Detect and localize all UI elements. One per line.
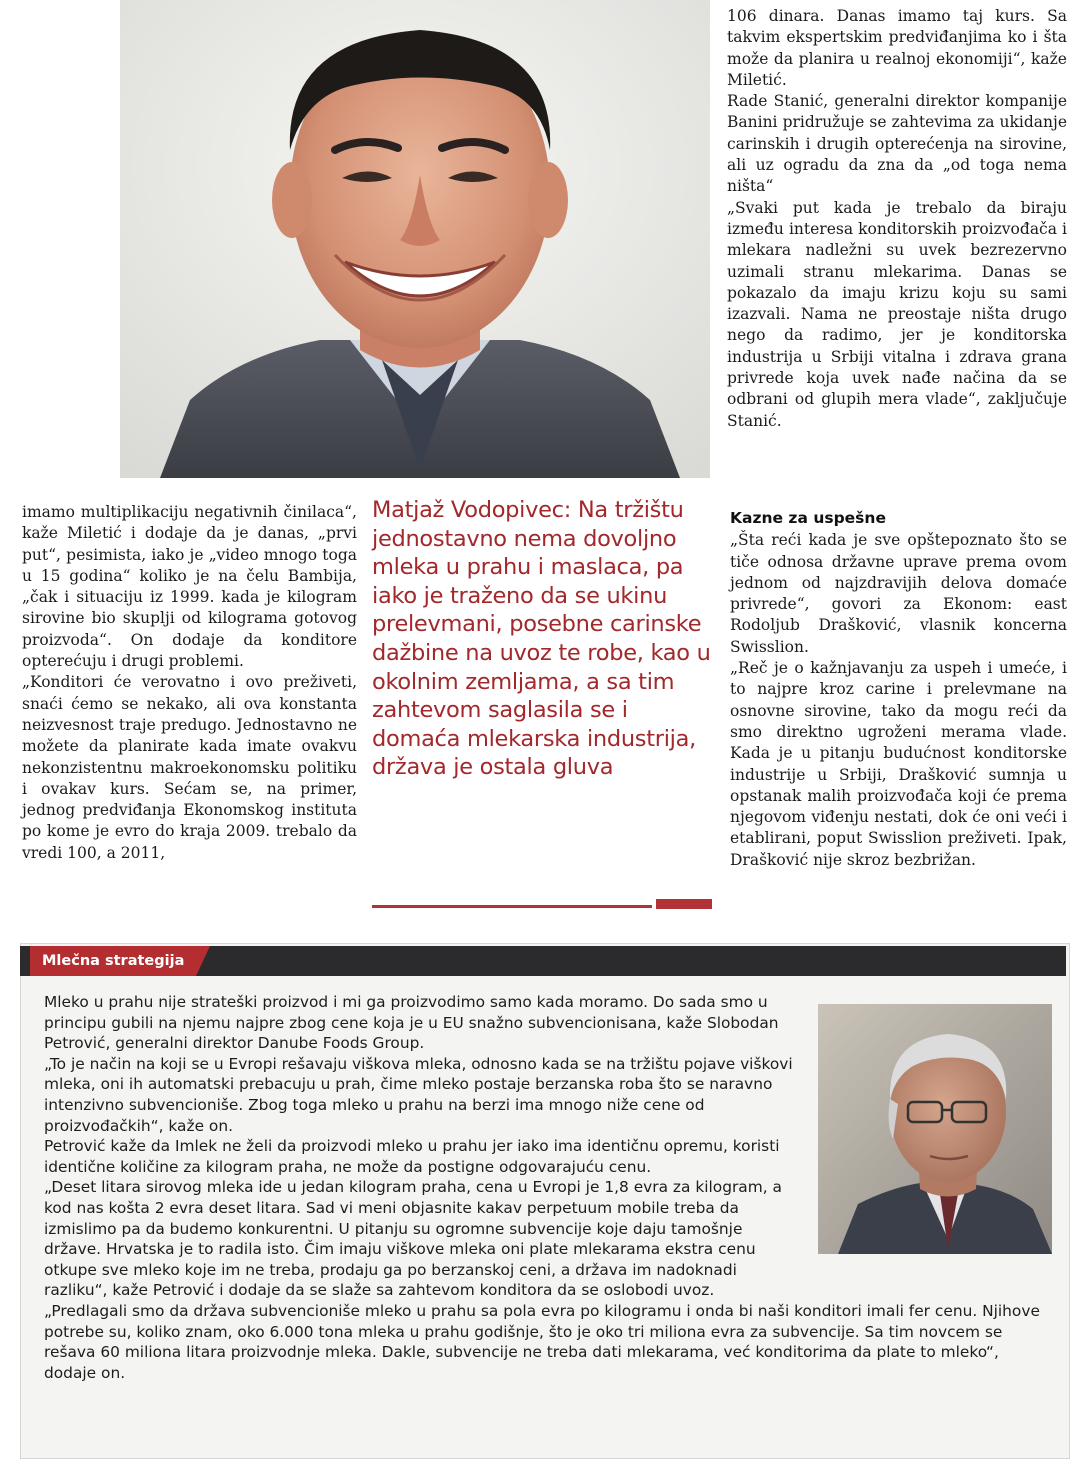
left-paragraph-2: „Konditori će verovatno i ovo preživeti, snaći ćemo se nekako, ali ova konstanta neizvesnost traje predugo. Jednostavno ne možete da planirate kada imate ovakvu nekonzistentnu makroekonomsku politiku i ovakav kurs. Sećam se, na primer, jednog predviđanja Ekonomskog instituta po kome je evro do kraja 2009. trebalo da vredi 100, a 2011,: [22, 673, 357, 862]
main-portrait-photo: [120, 0, 710, 478]
box-paragraph-5: „Predlagali smo da država subvencioniše mleko u prahu sa pola evra po kilogramu i onda bi naši konditori imali fer cenu. Njihove potrebe su, koliko znam, oko 6.000 tona mleka u prahu godišnje, što je oko tri miliona evra za subvencije. Sa tim novcem se rešava 60 miliona litara proizvodnje mleka. Dakle, subvencije ne treba dati mlekarama, već konditorima da plate to mleko“, dodaje on.: [44, 1301, 1040, 1382]
box-paragraph-1: Mleko u prahu nije strateški proizvod i mi ga proizvodimo samo kada moramo. Do sada smo u principu gubili na njemu najpre zbog cene koja je u EU snažno subvencionisana, kaže Slobodan Petrović, generalni direktor Danube Foods Group.: [44, 993, 779, 1053]
right-bottom-column: [730, 508, 1067, 871]
main-portrait-image: [120, 0, 710, 478]
sidebar-box-text: [44, 992, 1054, 1383]
section-heading: Kazne za uspešne: [730, 509, 886, 527]
box-paragraph-4: „Deset litara sirovog mleka ide u jedan kilogram praha, cena u Evropi je 1,8 evra za kilogram, a kod nas košta 2 evra deset litara. Sad vi meni objasnite kakav perpetuum mobile treba da izmislimo pa da budemo konkurentni. U pitanju su ogromne subvencije koje daju tamošnje države. Hrvatska je to radila isto. Čim imaju viškove mleka oni plate mlekarama ekstra cenu otkupe sve mleko koje im ne treba, prodaju ga po berzanskoj ceni, a država im nadoknadi razliku“, kaže Petrović i dodaje da se slaže sa zahtevom konditora da se oslobodi uvoz.: [44, 1178, 782, 1300]
right-bottom-paragraph-1: „Šta reći kada je sve opštepoznato što se tiče odnosa državne uprave prema ovom jednom od najzdravijih delova domaće privrede“, govori za Ekonom: east Rodoljub Drašković, vlasnik koncerna Swisslion.: [730, 531, 1067, 656]
left-column: [22, 502, 357, 864]
pull-quote: Matjaž Vodopivec: Na tržištu jednostavno nema dovoljno mleka u prahu i maslaca, pa iako je traženo da se ukinu prelevmani, posebne carinske dažbine na uvoz te robe, kao u okolnim zemljama, a sa tim zahtevom saglasila se i domaća mlekarska industrija, država je ostala gluva: [372, 497, 711, 781]
sidebar-box-title: Mlečna strategija: [30, 946, 196, 976]
right-top-column: [727, 6, 1067, 432]
right-top-paragraph-1: 106 dinara. Danas imamo taj kurs. Sa takvim ekspertskim predviđanjima ko i šta može da planira u realnoj ekonomiji“, kaže Miletić.: [727, 7, 1067, 89]
right-bottom-paragraph-2: „Reč je o kažnjavanju za uspeh i umeće, i to najpre kroz carine i prelevmane na osnovne sirovine, tako da mogu reći da smo direktno ugroženi merama vlade. Kada je u pitanju budućnost konditorske industrije u Srbiji, Drašković sumnja u opstanak malih proizvođača koji će prema njegovom viđenju nestati, dok će oni veći i etablirani, poput Swisslion preživeti. Ipak, Drašković nije skroz bezbrižan.: [730, 659, 1067, 869]
pull-quote-bar: [656, 899, 712, 909]
box-paragraph-3: Petrović kaže da Imlek ne želi da proizvodi mleko u prahu jer iako ima identičnu opremu, koristi identične količine za kilogram praha, ne može da postigne odgovarajuću cenu.: [44, 1137, 780, 1176]
left-paragraph-1: imamo multiplikaciju negativnih činilaca“, kaže Miletić i dodaje da je danas, „prvi put“, pesimista, iako je „video mnogo toga u 15 godina“ koliko je na čelu Bambija, „čak i situaciju iz 1999. kada je kilogram sirovine bio skuplji od kilograma gotovog proizvoda“. On dodaje da konditore opterećuju i drugi problemi.: [22, 503, 357, 671]
right-top-paragraph-2: Rade Stanić, generalni direktor kompanije Banini pridružuje se zahtevima za ukidanje carinskih i drugih opterećenja na sirovine, ali uz ogradu da zna da „od toga nema ništa“: [727, 92, 1067, 196]
pull-quote-rule: [372, 905, 652, 908]
sidebar-box-title-notch: [196, 946, 210, 976]
box-paragraph-2: „To je način na koji se u Evropi rešavaju viškova mleka, odnosno kada se na tržištu pojave viškovi mleka, oni ih automatski prebacuju u prah, čime mleko postaje berzanska roba što se naravno intenzivno subvencioniše. Zbog toga mleko u prahu na berzi ima mnogo niže cene od proizvođačkih“, kaže on.: [44, 1054, 793, 1135]
right-top-paragraph-3: „Svaki put kada je trebalo da biraju između interesa konditorskih proizvođača i mlekara nadležni su uvek bezrezervno uzimali stranu mlekarima. Danas se pokazalo da imaju krizu koju su sami izazvali. Nama ne preostaje ništa drugo nego da radimo, jer je konditorska industrija u Srbiji vitalna i zdrava grana privrede koja uvek nađe načina da se odbrani od glupih mera vlade“, zaključuje Stanić.: [727, 198, 1067, 430]
